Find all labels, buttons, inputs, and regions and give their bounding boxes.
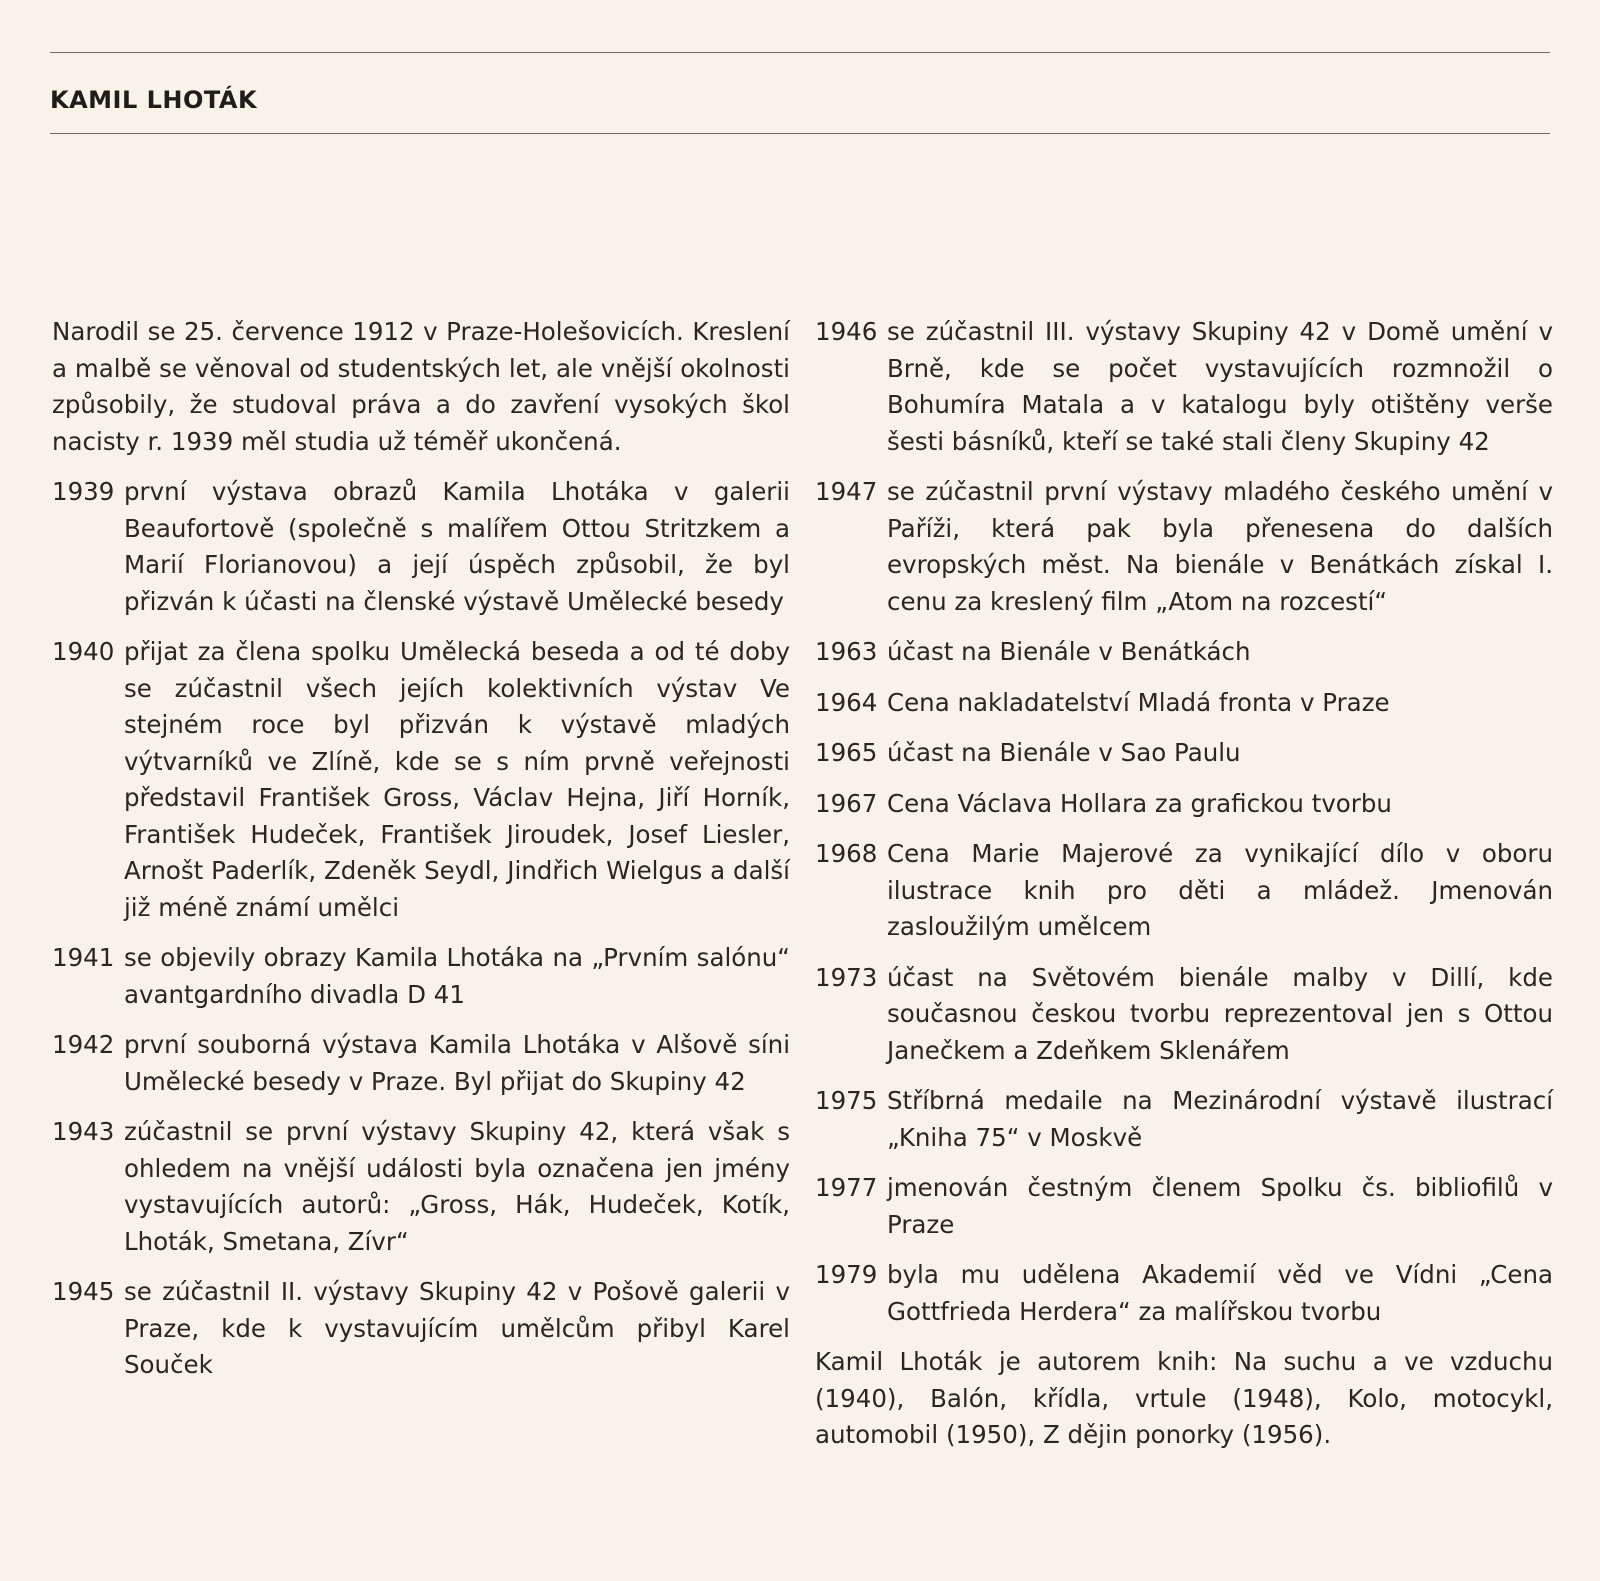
entry-text: jmenován čestným členem Spolku čs. bibliofilů v Praze: [887, 1173, 1553, 1239]
entry-year: 1968: [815, 839, 878, 868]
entry-year: 1945: [52, 1277, 115, 1306]
entry-year: 1967: [815, 788, 878, 818]
entry-year: 1947: [815, 477, 878, 506]
timeline-entry: [815, 1257, 1553, 1330]
entry-text: se zúčastnil II. výstavy Skupiny 42 v Pošově galerii v Praze, kde k vystavujícím umělcům přibyl Karel Souček: [124, 1277, 790, 1379]
entry-text: Cena Marie Majerové za vynikající dílo v oboru ilustrace knih pro děti a mládež. Jmenován zasloužilým umělcem: [887, 839, 1553, 941]
entry-text: se objevily obrazy Kamila Lhotáka na „Prvním salónu“ avantgardního divadla D 41: [124, 943, 790, 1009]
entry-text: Cena Václava Hollara za grafickou tvorbu: [887, 788, 1392, 818]
entry-text: se zúčastnil III. výstavy Skupiny 42 v Domě umění v Brně, kde se počet vystavujících rozmnožil o Bohumíra Matala a v katalogu byly otištěny verše šesti básníků, kteří se také stali členy Skupiny 42: [887, 317, 1553, 456]
timeline-entry: [52, 1274, 790, 1384]
timeline-entry: [815, 1083, 1553, 1156]
entry-year: 1942: [52, 1030, 115, 1059]
right-column: [815, 314, 1553, 1468]
entry-year: 1964: [815, 687, 878, 717]
intro-paragraph: Narodil se 25. července 1912 v Praze-Holešovicích. Kreslení a malbě se věnoval od studentských let, ale vnější okolnosti způsobily, že studoval práva a do zavření vysokých škol nacisty r. 1939 měl studia už téměř ukončená.: [52, 317, 790, 456]
timeline-entry: [52, 940, 790, 1013]
page-title: KAMIL LHOTÁK: [50, 86, 258, 114]
timeline-entry: [52, 1027, 790, 1100]
timeline-entry: [815, 314, 1553, 460]
entry-text: účast na Světovém bienále malby v Dillí, kde současnou českou tvorbu reprezentoval jen s Ottou Janečkem a Zdeňkem Sklenářem: [887, 962, 1553, 1065]
timeline-entry: [815, 960, 1553, 1070]
entry-text: Stříbrná medaile na Mezinárodní výstavě ilustrací „Kniha 75“ v Moskvě: [887, 1086, 1553, 1152]
entry-text: první výstava obrazů Kamila Lhotáka v galerii Beaufortově (společně s malířem Ottou Stritzkem a Marií Florianovou) a její úspěch způsobil, že byl přizván k účasti na členské výstavě Umělecké besedy: [124, 477, 790, 616]
timeline-entry: [815, 634, 1553, 671]
timeline-entry: [815, 786, 1553, 823]
left-column: [52, 314, 790, 1398]
entry-year: 1963: [815, 637, 878, 666]
entry-text: byla mu udělena Akademií věd ve Vídni „Cena Gottfrieda Herdera“ za malířskou tvorbu: [887, 1260, 1553, 1326]
timeline-entry: [815, 1170, 1553, 1243]
title-rule: [50, 133, 1550, 134]
top-rule: [50, 52, 1550, 53]
entry-text: účast na Bienále v Sao Paulu: [887, 738, 1241, 767]
entry-text: Cena nakladatelství Mladá fronta v Praze: [887, 687, 1390, 717]
right-entry-list: [815, 314, 1553, 1330]
entry-year: 1973: [815, 962, 878, 992]
entry-text: zúčastnil se první výstavy Skupiny 42, která však s ohledem na vnější události byla označena jen jmény vystavujících autorů: „Gross, Hák, Hudeček, Kotík, Lhoták, Smetana, Zívr“: [124, 1117, 790, 1256]
entry-year: 1979: [815, 1260, 878, 1289]
entry-year: 1939: [52, 477, 115, 506]
entry-year: 1941: [52, 943, 115, 972]
timeline-entry: [52, 634, 790, 926]
entry-year: 1943: [52, 1117, 115, 1146]
entry-year: 1946: [815, 317, 878, 346]
timeline-entry: [815, 474, 1553, 620]
entry-year: 1977: [815, 1173, 878, 1202]
timeline-entry: [815, 685, 1553, 722]
timeline-entry: [815, 735, 1553, 772]
entry-year: 1965: [815, 738, 878, 767]
left-entry-list: [52, 474, 790, 1384]
entry-text: přijat za člena spolku Umělecká beseda a od té doby se zúčastnil všech jejích kolektivních výstav Ve stejném roce byl přizván k výstavě mladých výtvarníků ve Zlíně, kde se s ním prvně veřejnosti představil František Gross, Václav Hejna, Jiří Horník, František Hudeček, František Jiroudek, Josef Liesler, Arnošt Paderlík, Zdeněk Seydl, Jindřich Wielgus a další již méně známí umělci: [124, 637, 790, 922]
timeline-entry: [815, 836, 1553, 946]
timeline-entry: [52, 474, 790, 620]
entry-text: se zúčastnil první výstavy mladého českého umění v Paříži, která pak byla přenesena do dalších evropských měst. Na bienále v Benátkách získal I. cenu za kreslený film „Atom na rozcestí“: [887, 477, 1553, 616]
outro-paragraph: Kamil Lhoták je autorem knih: Na suchu a ve vzduchu (1940), Balón, křídla, vrtule (1948), Kolo, motocykl, automobil (1950), Z dějin ponorky (1956).: [815, 1347, 1553, 1449]
entry-text: první souborná výstava Kamila Lhotáka v Alšově síni Umělecké besedy v Praze. Byl přijat do Skupiny 42: [124, 1030, 790, 1096]
entry-text: účast na Bienále v Benátkách: [887, 637, 1251, 666]
entry-year: 1975: [815, 1086, 878, 1115]
timeline-entry: [52, 1114, 790, 1260]
entry-year: 1940: [52, 637, 115, 666]
